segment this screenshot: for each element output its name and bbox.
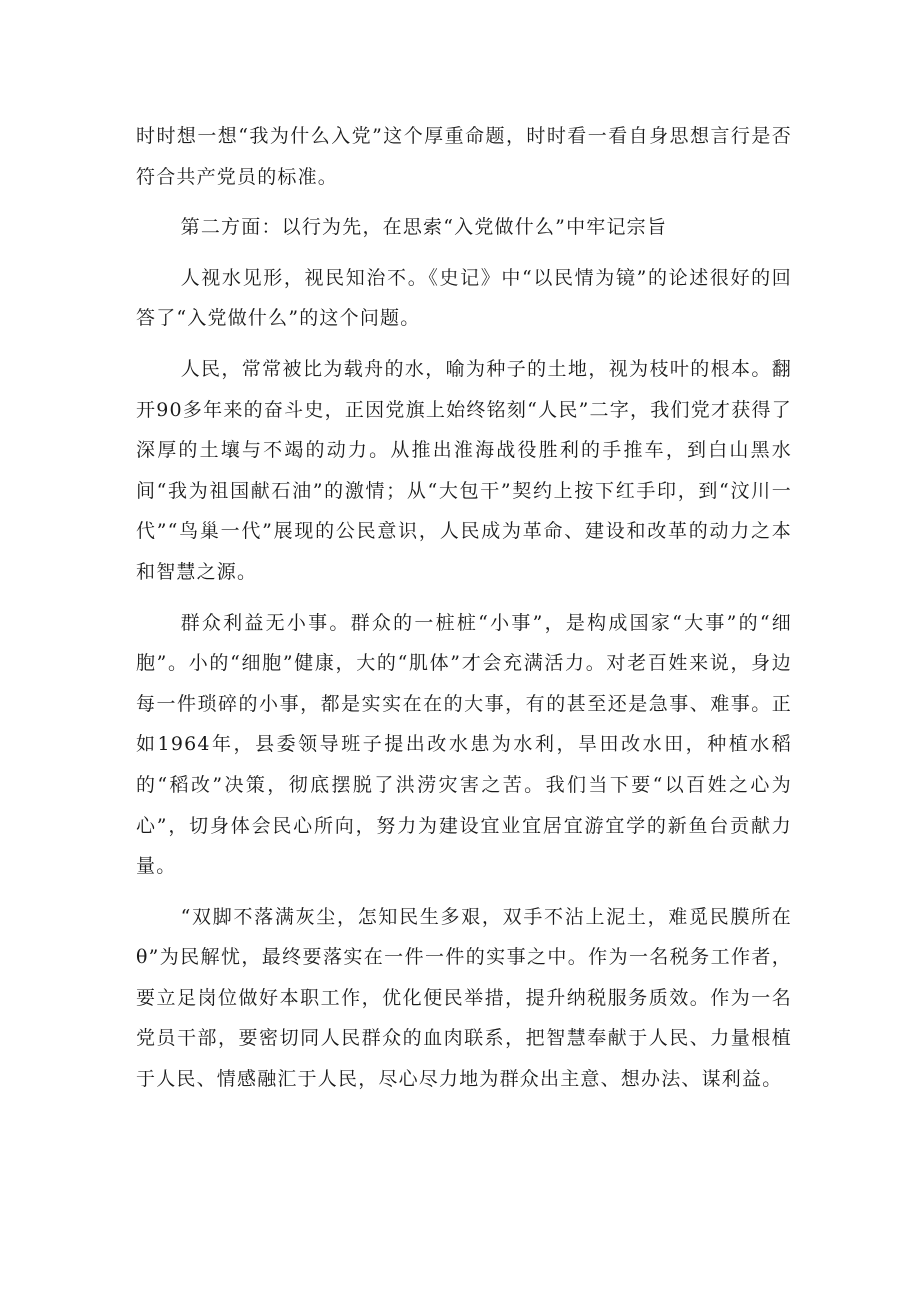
document-body <box>136 116 792 1100</box>
section-heading: 第二方面：以行为先，在思索“入党做什么”中牢记宗旨 <box>180 216 668 239</box>
paragraph: “双脚不落满灰尘，怎知民生多艰，双手不沾上泥土，难觅民膜所在θ”为民解忧，最终要落实在一件一件的实事之中。作为一名税务工作者，要立足岗位做好本职工作，优化便民举措，提升纳税服务质效。作为一名党员干部，要密切同人民群众的血肉联系，把智慧奉献于人民、力量根植于人民、情感融汇于人民，尽心尽力地为群众出主意、想办法、谋利益。 <box>136 905 792 1091</box>
paragraph: 群众利益无小事。群众的一桩桩“小事”，是构成国家“大事”的“细胞”。小的“细胞”健康，大的“肌体”才会充满活力。对老百姓来说，身边每一件琐碎的小事，都是实实在在的大事，有的甚至还是急事、难事。正如1964年，县委领导班子提出改水患为水利，旱田改水田，种植水稻的“稻改”决策，彻底摆脱了洪涝灾害之苦。我们当下要“以百姓之心为心”，切身体会民心所向，努力为建设宜业宜居宜游宜学的新鱼台贡献力量。 <box>136 611 792 878</box>
paragraph: 人视水见形，视民知治不。《史记》中“以民情为镜”的论述很好的回答了“入党做什么”的这个问题。 <box>136 266 792 330</box>
paragraph: 人民，常常被比为载舟的水，喻为种子的土地，视为枝叶的根本。翻开90多年来的奋斗史，正因党旗上始终铭刻“人民”二字，我们党才获得了深厚的土壤与不竭的动力。从推出淮海战役胜利的手推车，到白山黑水间“我为祖国献石油”的激情；从“大包干”契约上按下红手印，到“汶川一代”“鸟巢一代”展现的公民意识，人民成为革命、建设和改革的动力之本和智慧之源。 <box>136 357 792 583</box>
paragraph-continuation: 时时想一想“我为什么入党”这个厚重命题，时时看一看自身思想言行是否符合共产党员的标准。 <box>136 125 792 188</box>
